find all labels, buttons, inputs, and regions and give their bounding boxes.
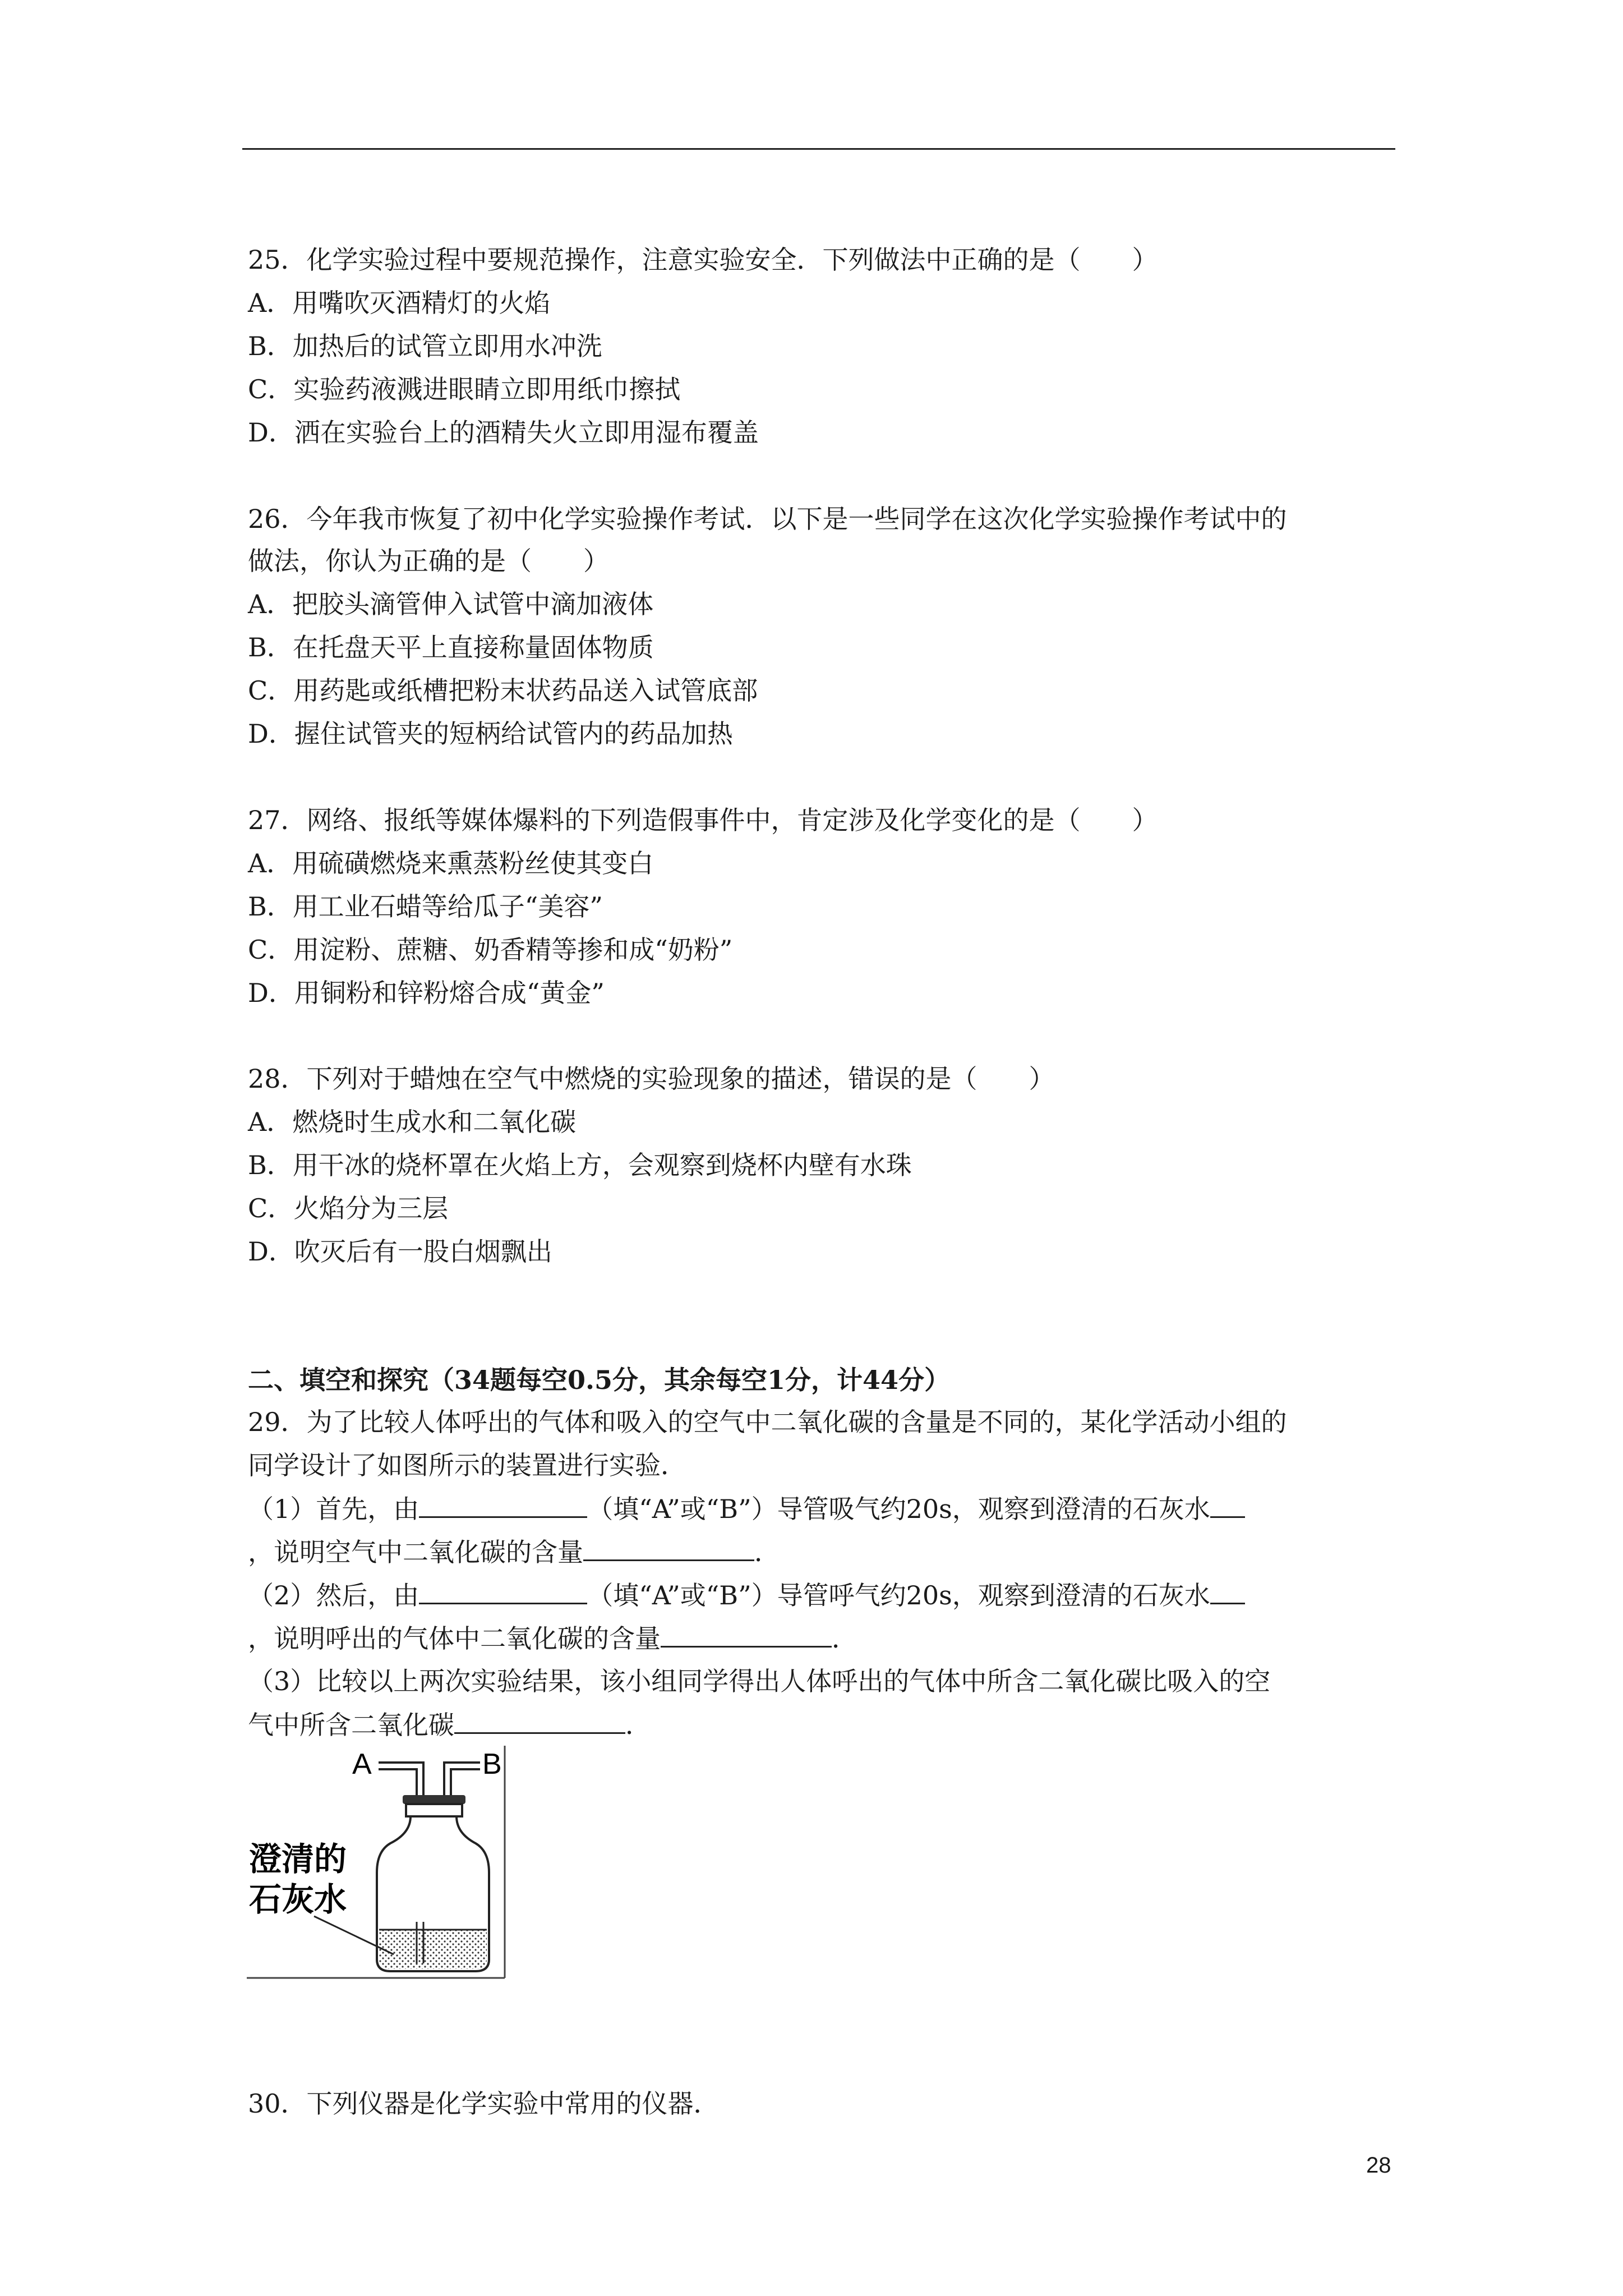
question-29-part1-cont <box>248 1535 780 1569</box>
question-30-stem: 30．下列仪器是化学实验中常用的仪器． <box>248 2088 720 2119</box>
answer-blank-7[interactable] <box>454 1708 625 1734</box>
question-27-option-a: A．用硫磺燃烧来熏蒸粉丝使其变白 <box>248 848 654 878</box>
answer-blank-3[interactable] <box>583 1535 754 1561</box>
part1-text-b: （填“A”或“B”）导管吸气约20s，观察到澄清的石灰水 <box>587 1494 1210 1524</box>
question-28-stem: 28．下列对于蜡烛在空气中燃烧的实验现象的描述，错误的是（ ） <box>248 1064 1055 1094</box>
question-25-option-c: C．实验药液溅进眼睛立即用纸巾擦拭 <box>248 374 681 404</box>
stopper-top <box>403 1795 465 1804</box>
limewater-liquid <box>379 1930 487 1969</box>
question-28-option-a: A．燃烧时生成水和二氧化碳 <box>248 1107 577 1137</box>
question-28-option-d: D．吹灭后有一股白烟飘出 <box>248 1236 552 1267</box>
question-27-option-c: C．用淀粉、蔗糖、奶香精等掺和成“奶粉” <box>248 935 733 965</box>
period-2: ． <box>832 1623 857 1654</box>
question-26-option-d: D．握住试管夹的短柄给试管内的药品加热 <box>248 719 733 749</box>
answer-blank-1[interactable] <box>419 1492 587 1518</box>
question-26-option-c: C．用药匙或纸槽把粉末状药品送入试管底部 <box>248 675 758 706</box>
question-26-option-b: B．在托盘天平上直接称量固体物质 <box>248 632 654 662</box>
question-26-option-a: A．把胶头滴管伸入试管中滴加液体 <box>248 589 654 619</box>
part1-text-a: （1）首先，由 <box>248 1494 419 1524</box>
question-27-stem: 27．网络、报纸等媒体爆料的下列造假事件中，肯定涉及化学变化的是（ ） <box>248 805 1158 835</box>
part3-text-b: 气中所含二氧化碳 <box>248 1710 454 1740</box>
question-27-option-d: D．用铜粉和锌粉熔合成“黄金” <box>248 978 605 1008</box>
part1-text-c: ，说明空气中二氧化碳的含量 <box>248 1537 583 1567</box>
answer-blank-5[interactable] <box>1210 1578 1245 1604</box>
period-1: ． <box>754 1537 780 1567</box>
section-heading: 二、填空和探究（34题每空0.5分，其余每空1分，计44分） <box>248 1365 951 1395</box>
tube-b-inner <box>451 1769 480 1797</box>
question-28-option-c: C．火焰分为三层 <box>248 1193 449 1223</box>
question-29-part3: （3）比较以上两次实验结果，该小组同学得出人体呼出的气体中所含二氧化碳比吸入的空 <box>248 1666 1271 1696</box>
tube-label-a: A <box>352 1748 372 1780</box>
question-25-stem: 25．化学实验过程中要规范操作，注意实验安全．下列做法中正确的是（ ） <box>248 245 1158 275</box>
question-27-option-b: B．用工业石蜡等给瓜子“美容” <box>248 891 603 922</box>
question-29-part2 <box>248 1578 1245 1612</box>
question-29-intro-line2: 同学设计了如图所示的装置进行实验． <box>248 1450 686 1480</box>
question-29-part2-cont <box>248 1621 857 1655</box>
limewater-bottle-figure <box>247 1743 506 1979</box>
question-25-option-d: D．洒在实验台上的酒精失火立即用湿布覆盖 <box>248 417 759 448</box>
page-number: 28 <box>1366 2153 1391 2178</box>
caption-line1: 澄清的 <box>249 1840 347 1878</box>
question-29-intro-line1: 29．为了比较人体呼出的气体和吸入的空气中二氧化碳的含量是不同的，某化学活动小组的 <box>248 1407 1287 1437</box>
part2-text-c: ，说明呼出的气体中二氧化碳的含量 <box>248 1623 661 1654</box>
header-rule <box>242 148 1395 150</box>
question-25-option-a: A．用嘴吹灭酒精灯的火焰 <box>248 288 551 318</box>
answer-blank-4[interactable] <box>419 1578 587 1604</box>
question-28-option-b: B．用干冰的烧杯罩在火焰上方，会观察到烧杯内壁有水珠 <box>248 1150 912 1180</box>
answer-blank-6[interactable] <box>661 1621 832 1648</box>
question-26-stem-line2: 做法，你认为正确的是（ ） <box>248 546 609 576</box>
tube-label-b: B <box>482 1748 502 1780</box>
answer-blank-2[interactable] <box>1210 1492 1245 1518</box>
caption-line2: 石灰水 <box>249 1880 347 1918</box>
period-3: ． <box>625 1710 651 1740</box>
part2-text-a: （2）然后，由 <box>248 1580 419 1611</box>
part2-text-b: （填“A”或“B”）导管呼气约20s，观察到澄清的石灰水 <box>587 1580 1210 1611</box>
tube-b-outer <box>444 1763 480 1797</box>
question-29-part1 <box>248 1492 1245 1526</box>
question-25-option-b: B．加热后的试管立即用水冲洗 <box>248 331 602 361</box>
question-26-stem-line1: 26．今年我市恢复了初中化学实验操作考试．以下是一些同学在这次化学实验操作考试中的 <box>248 504 1287 534</box>
stopper-neck <box>406 1804 462 1816</box>
question-29-part3-cont <box>248 1708 651 1742</box>
